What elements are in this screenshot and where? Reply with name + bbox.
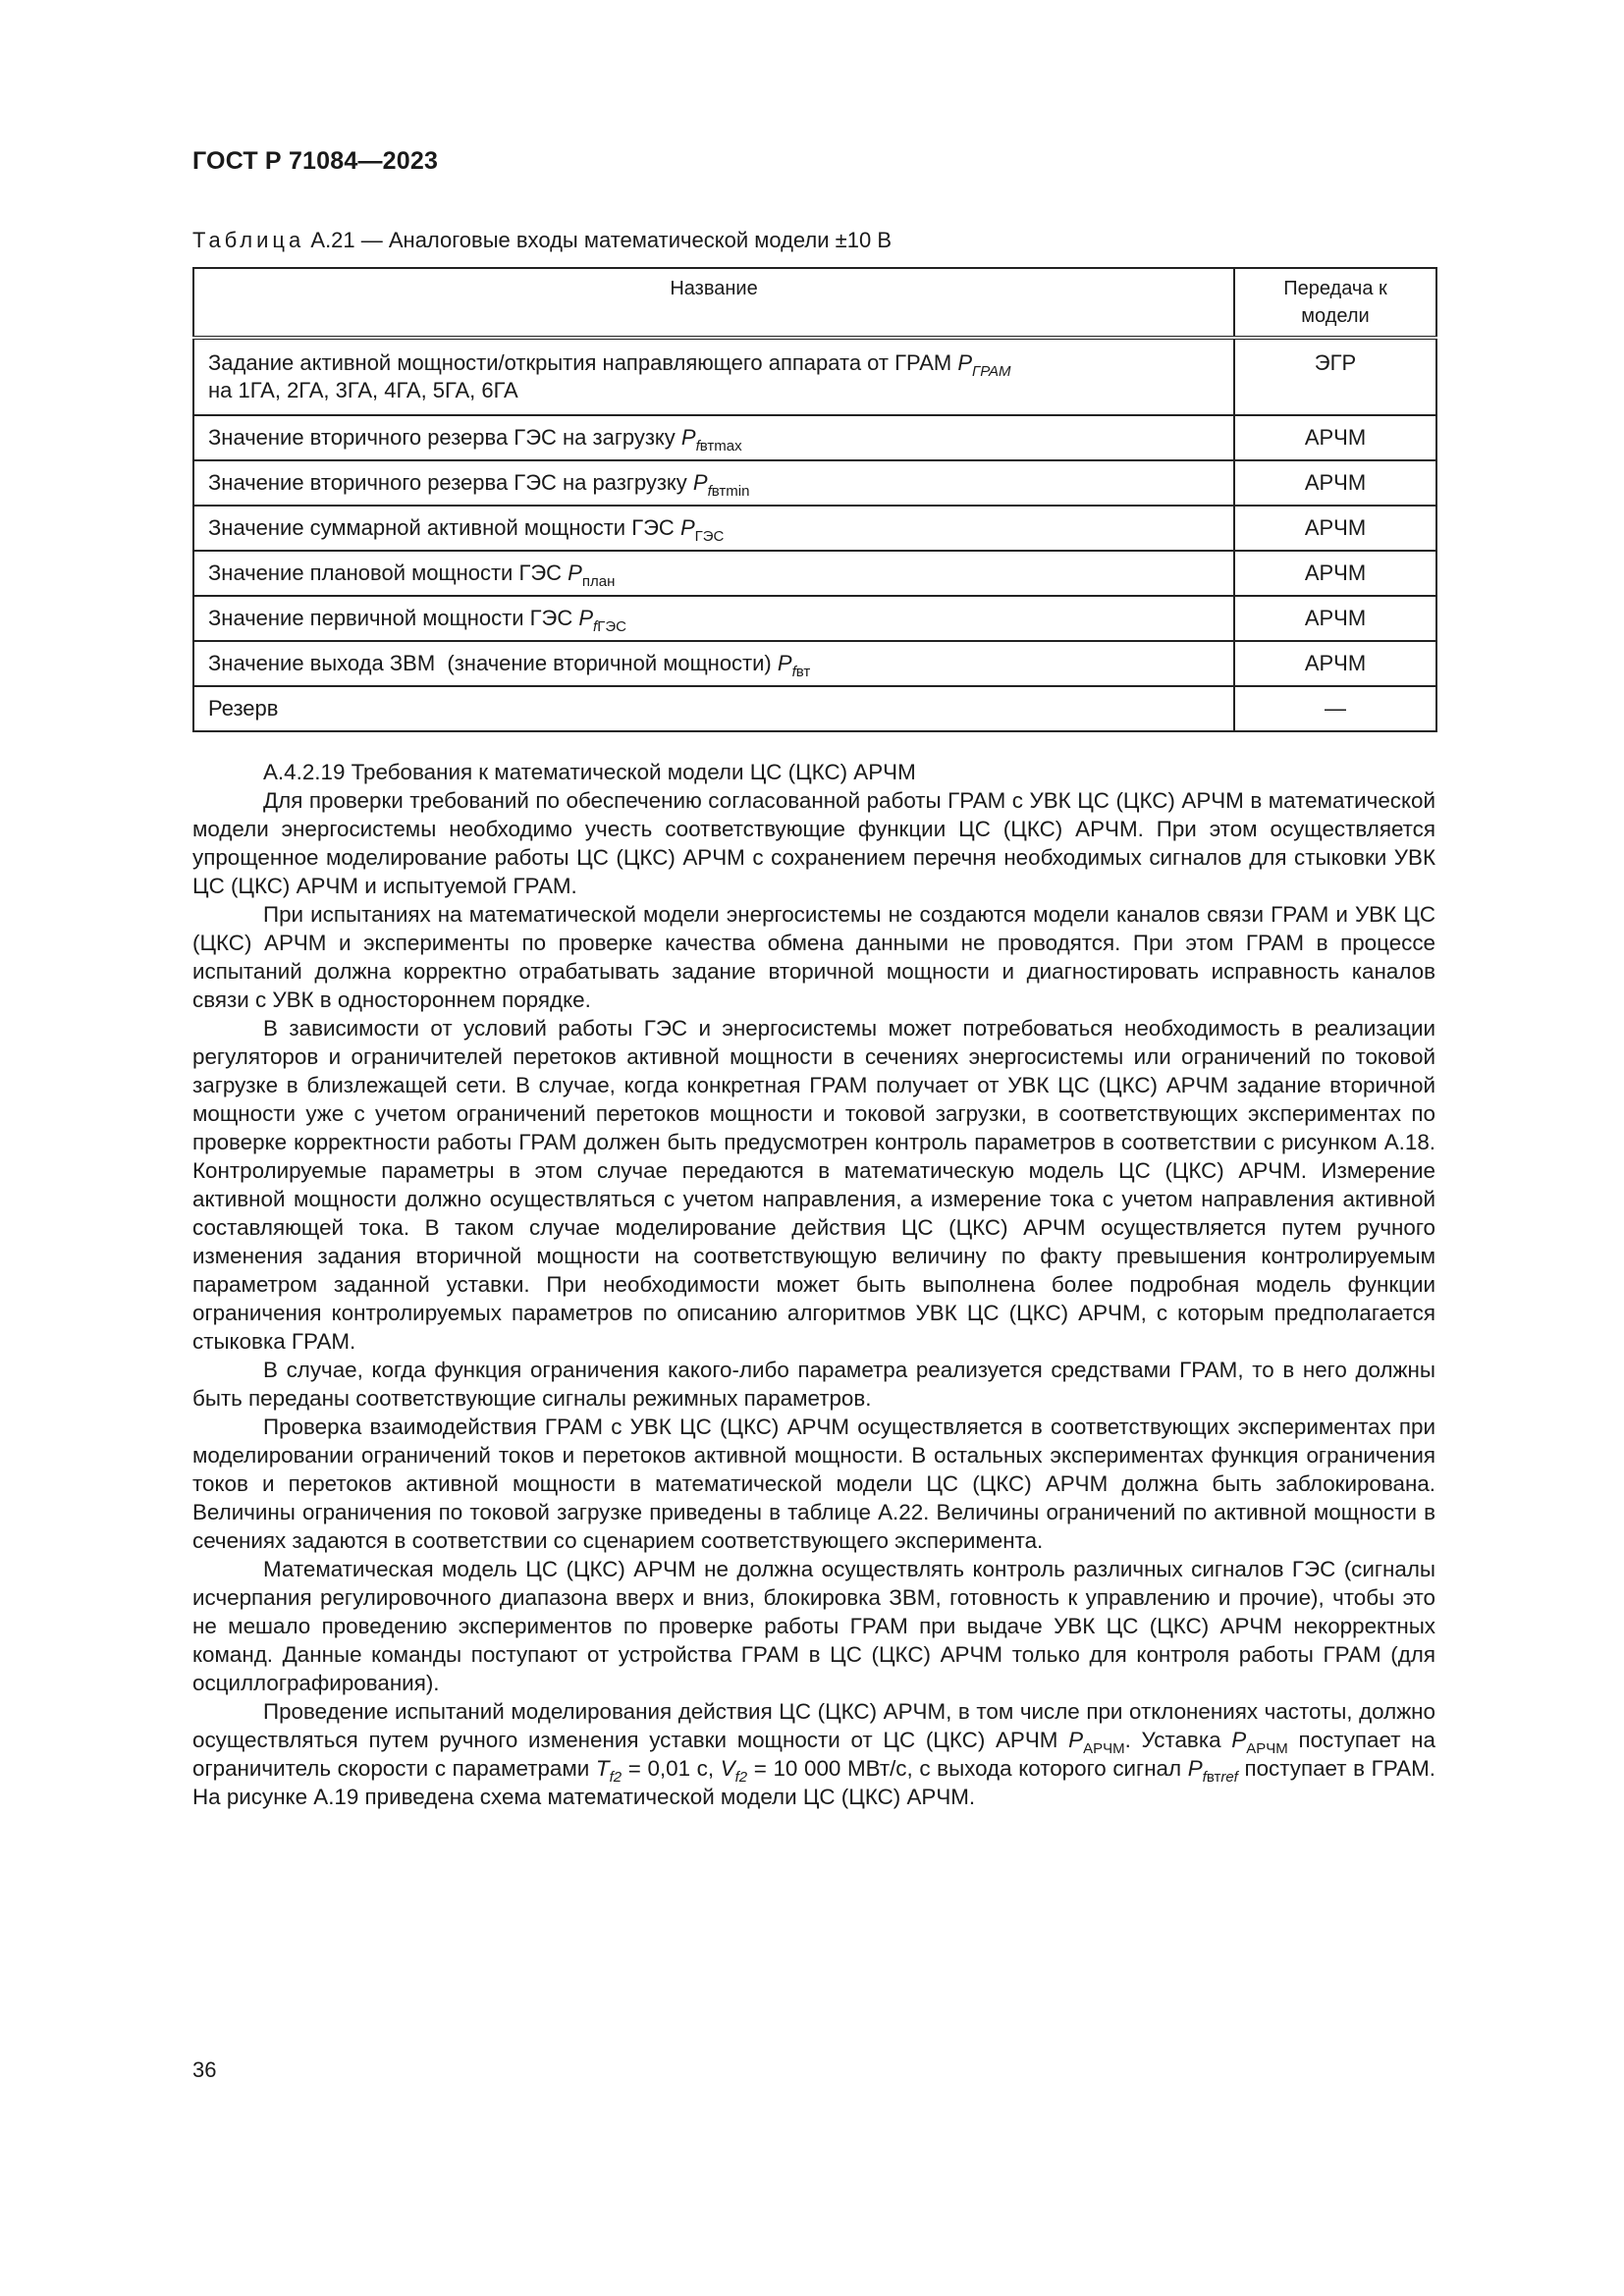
row-name-cell [193, 551, 1234, 596]
symbol-subscript: план [581, 573, 616, 590]
table-caption-title: А.21 — Аналоговые входы математической модели ±10 В [310, 228, 893, 252]
symbol-subscript [593, 618, 626, 635]
row-value-cell: АРЧМ [1234, 460, 1436, 506]
symbol-subscript: АРЧМ [1246, 1740, 1288, 1757]
row-value-cell: ЭГР [1234, 338, 1436, 415]
page-number: 36 [192, 2057, 217, 2082]
row-value-cell: АРЧМ [1234, 641, 1436, 686]
paragraph: При испытаниях на математической модели энергосистемы не создаются модели каналов связи ГРАМ и УВК ЦС (ЦКС) АРЧМ и эксперименты по проверке качества обмена данными не проводятся. При этом ГРАМ в процессе испытаний должна корректно отрабатывать задание вторичной мощности и диагностировать исправность каналов связи с УВК в одностороннем порядке. [192, 902, 1435, 1012]
paragraph-text: Проведение испытаний моделирования действия ЦС (ЦКС) АРЧМ, в том числе при отклонениях частоты, должно осуществляться путем ручного изменения уставки мощности от ЦС (ЦКС) АРЧМ [192, 1699, 1435, 1752]
section-heading: А.4.2.19 Требования к математической модели ЦС (ЦКС) АРЧМ [263, 760, 916, 784]
table-caption [192, 228, 892, 253]
subscript-text: втmin [711, 483, 750, 500]
subscript-text: втmax [699, 438, 742, 454]
row-name-cell [193, 641, 1234, 686]
symbol: P [1231, 1728, 1247, 1752]
row-name-cell [193, 506, 1234, 551]
row-name-cell [193, 338, 1234, 415]
table-row [193, 506, 1436, 551]
column-header-name: Название [193, 268, 1234, 338]
table-row [193, 338, 1436, 415]
subscript-italic: f [593, 618, 598, 635]
row-value-cell: АРЧМ [1234, 551, 1436, 596]
paragraph-text: поступает на ограничитель скорости с параметрами [192, 1728, 1435, 1781]
body-text [192, 758, 1435, 1811]
document-header: ГОСТ Р 71084—2023 [192, 147, 439, 175]
symbol: P [679, 515, 695, 540]
row-name-cell [193, 596, 1234, 641]
symbol-subscript: ГЭС [694, 528, 725, 545]
paragraph-text: = 0,01 с, [622, 1756, 721, 1781]
symbol-subscript: f2 [609, 1769, 623, 1786]
row-name-label: Значение вторичного резерва ГЭС на загрузку [208, 425, 681, 450]
symbol-subscript: ГРАМ [972, 363, 1011, 380]
symbol: P [568, 561, 582, 585]
symbol: P [777, 651, 792, 675]
paragraph: В зависимости от условий работы ГЭС и энергосистемы может потребоваться необходимость в реализации регуляторов и ограничителей перетоков активной мощности в сечениях энергосистемы или ограничений по токовой загрузке в близлежащей сети. В случае, когда конкретная ГРАМ получает от УВК ЦС (ЦКС) АРЧМ задание вторичной мощности уже с учетом ограничений перетоков мощности и токовой загрузки, в соответствующих экспериментах по проверке корректности работы ГРАМ должен быть предусмотрен контроль параметров в соответствии с рисунком А.18. Контролируемые параметры в этом случае передаются в математическую модель ЦС (ЦКС) АРЧМ. Измерение активной мощности должно осуществляться с учетом направления, а измерение тока с учетом направления активной составляющей тока. В таком случае моделирование действия ЦС (ЦКС) АРЧМ осуществляется путем ручного изменения задания вторичной мощности на соответствующую величину по факту превышения контролируемым параметром заданной уставки. При необходимости может быть выполнена более подробная модель функции ограничения контролируемых параметров по описанию алгоритмов УВК ЦС (ЦКС) АРЧМ, с которым предполагается стыковка ГРАМ. [192, 1016, 1435, 1354]
symbol-subscript: f2 [734, 1769, 748, 1786]
paragraph: В случае, когда функция ограничения какого-либо параметра реализуется средствами ГРАМ, то в него должны быть переданы соответствующие сигналы режимных параметров. [192, 1358, 1435, 1411]
row-name-label: Значение выхода ЗВМ (значение вторичной мощности) [208, 651, 778, 675]
subscript-italic: ref [1220, 1769, 1238, 1786]
symbol-subscript: АРЧМ [1083, 1740, 1125, 1757]
symbol-subscript [1203, 1769, 1238, 1786]
row-value-cell: — [1234, 686, 1436, 731]
subscript-italic: f [707, 483, 712, 500]
table-row [193, 460, 1436, 506]
paragraph-text: = 10 000 МВт/с, с выхода которого сигнал [747, 1756, 1188, 1781]
row-name-label: Значение первичной мощности ГЭС [208, 606, 579, 630]
paragraph: Математическая модель ЦС (ЦКС) АРЧМ не должна осуществлять контроль различных сигналов ГЭС (сигналы исчерпания регулировочного диапазона вверх и вниз, блокировка ЗВМ, готовность к управлению и прочие), чтобы это не мешало проведению экспериментов по проверке работы ГРАМ при выдаче УВК ЦС (ЦКС) АРЧМ некорректных команд. Данные команды поступают от устройства ГРАМ в ЦС (ЦКС) АРЧМ только для контроля работы ГРАМ (для осциллографирования). [192, 1557, 1435, 1695]
table-header-row [193, 268, 1436, 338]
row-value-cell: АРЧМ [1234, 415, 1436, 460]
analog-inputs-table [192, 267, 1437, 732]
row-value-cell: АРЧМ [1234, 596, 1436, 641]
table-row [193, 551, 1436, 596]
subscript-italic: f [1202, 1769, 1207, 1786]
row-name-label: Значение плановой мощности ГЭС [208, 561, 568, 585]
subscript-text: вт [1206, 1769, 1221, 1786]
symbol: P [680, 425, 696, 450]
table-row [193, 415, 1436, 460]
subscript-text: вт [795, 664, 811, 680]
table-row [193, 686, 1436, 731]
paragraph-text: поступает в ГРАМ. На рисунке А.19 приведена схема математической модели ЦС (ЦКС) АРЧМ. [192, 1756, 1435, 1809]
symbol: P [957, 350, 973, 375]
row-name-label-cont: на 1ГА, 2ГА, 3ГА, 4ГА, 5ГА, 6ГА [208, 378, 518, 402]
column-header-transfer: Передача к модели [1234, 268, 1436, 338]
row-value-cell: АРЧМ [1234, 506, 1436, 551]
row-name-label: Задание активной мощности/открытия направляющего аппарата от ГРАМ [208, 350, 958, 375]
symbol-subscript [792, 664, 811, 680]
symbol-subscript [708, 483, 750, 500]
symbol: V [720, 1756, 735, 1781]
symbol: P [692, 470, 708, 495]
paragraph-text: . Уставка [1124, 1728, 1232, 1752]
symbol: P [1068, 1728, 1084, 1752]
row-name-cell [193, 415, 1234, 460]
subscript-italic: f [695, 438, 700, 454]
row-name-label: Значение суммарной активной мощности ГЭС [208, 515, 680, 540]
row-name-cell: Резерв [193, 686, 1234, 731]
symbol: P [1187, 1756, 1203, 1781]
symbol: T [595, 1756, 610, 1781]
symbol-subscript [696, 438, 742, 454]
row-name-cell [193, 460, 1234, 506]
paragraph: Проверка взаимодействия ГРАМ с УВК ЦС (ЦКС) АРЧМ осуществляется в соответствующих экспериментах при моделировании ограничений токов и перетоков активной мощности. В остальных экспериментах функция ограничения токов и перетоков активной мощности в математической модели ЦС (ЦКС) АРЧМ должна быть заблокирована. Величины ограничения по токовой загрузке приведены в таблице А.22. Величины ограничений по активной мощности в сечениях задаются в соответствии со сценарием соответствующего эксперимента. [192, 1415, 1435, 1553]
table-row [193, 641, 1436, 686]
row-name-text [208, 349, 1219, 404]
subscript-italic: f [791, 664, 796, 680]
paragraph: Для проверки требований по обеспечению согласованной работы ГРАМ с УВК ЦС (ЦКС) АРЧМ в математической модели энергосистемы необходимо учесть соответствующие функции ЦС (ЦКС) АРЧМ. При этом осуществляется упрощенное моделирование работы ЦС (ЦКС) АРЧМ с сохранением перечня необходимых сигналов для стыковки УВК ЦС (ЦКС) АРЧМ и испытуемой ГРАМ. [192, 788, 1435, 898]
row-name-label: Значение вторичного резерва ГЭС на разгрузку [208, 470, 693, 495]
table-caption-label: Таблица [192, 228, 305, 252]
symbol: P [578, 606, 594, 630]
table-row [193, 596, 1436, 641]
paragraph [192, 1697, 1435, 1811]
subscript-text: ГЭС [597, 618, 626, 635]
